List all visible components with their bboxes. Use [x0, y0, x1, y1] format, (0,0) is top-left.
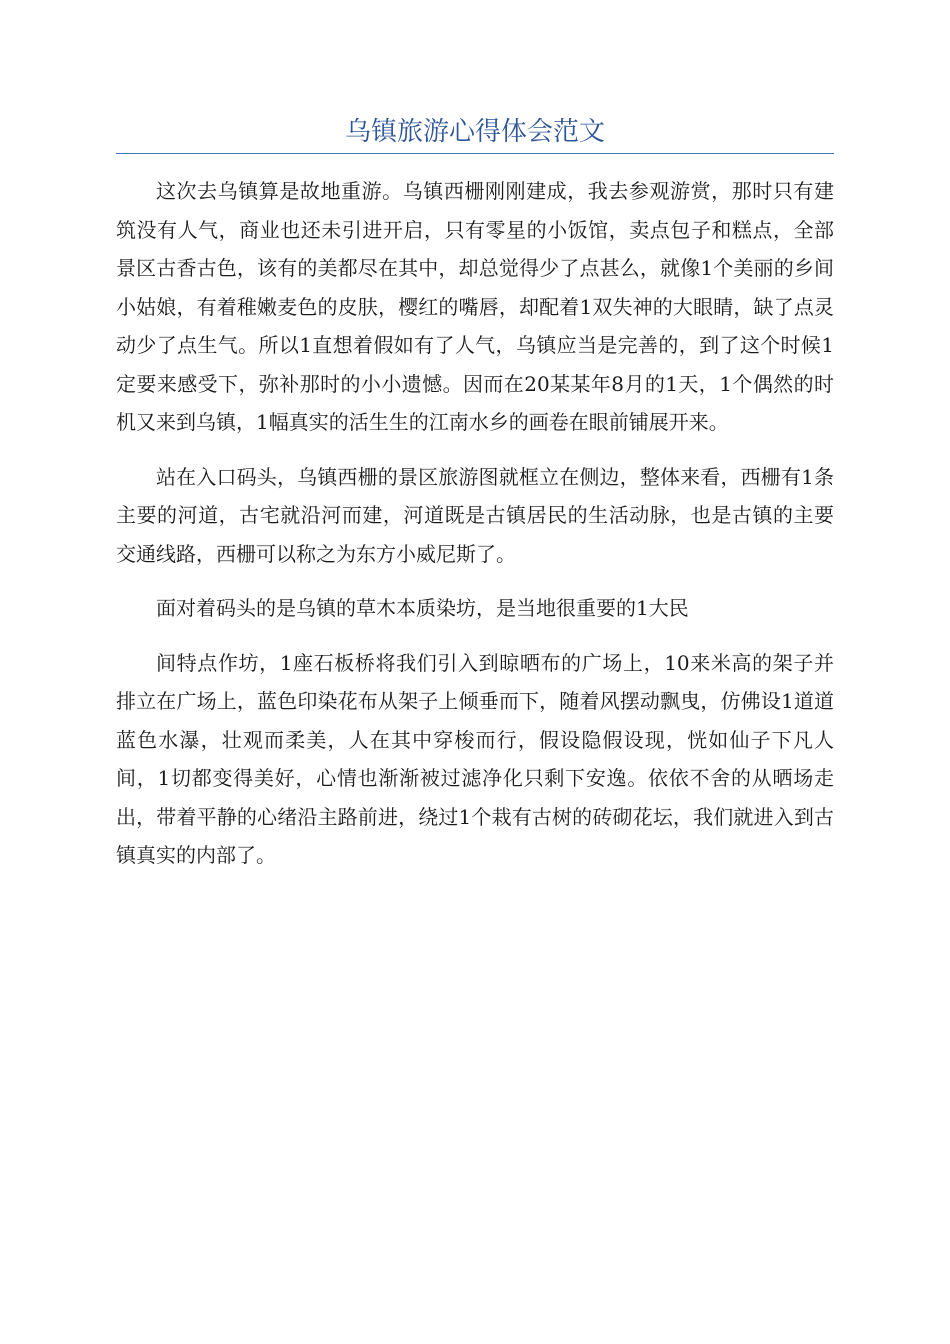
paragraph-1: 这次去乌镇算是故地重游。乌镇西栅刚刚建成，我去参观游赏，那时只有建筑没有人气，商业也还未引进开启，只有零星的小饭馆，卖点包子和糕点，全部景区古香古色，该有的美都尽在其中，却总觉得少了点甚么，就像1个美丽的乡间小姑娘，有着稚嫩麦色的皮肤，樱红的嘴唇，却配着1双失神的大眼睛，缺了点灵动少了点生气。所以1直想着假如有了人气，乌镇应当是完善的，到了这个时候1定要来感受下，弥补那时的小小遗憾。因而在20某某年8月的1天，1个偶然的时机又来到乌镇，1幅真实的活生生的江南水乡的画卷在眼前铺展开来。	[116, 179, 834, 434]
paragraph-3: 面对着码头的是乌镇的草木本质染坊，是当地很重要的1大民	[156, 596, 689, 620]
paragraph-2: 站在入口码头，乌镇西栅的景区旅游图就框立在侧边，整体来看，西栅有1条主要的河道，古宅就沿河而建，河道既是古镇居民的生活动脉，也是古镇的主要交通线路，西栅可以称之为东方小威尼斯了。	[116, 464, 834, 566]
paragraph-4: 间特点作坊，1座石板桥将我们引入到晾晒布的广场上，10来米高的架子并排立在广场上，蓝色印染花布从架子上倾垂而下，随着风摆动飘曳，仿佛设1道道蓝色水瀑，壮观而柔美，人在其中穿梭而行，假设隐假设现，恍如仙子下凡人间，1切都变得美好，心情也渐渐被过滤净化只剩下安逸。依依不舍的从晒场走出，带着平静的心绪沿主路前进，绕过1个栽有古树的砖砌花坛，我们就进入到古镇真实的内部了。	[116, 650, 834, 867]
document-title: 乌镇旅游心得体会范文	[344, 117, 605, 147]
title-underline	[116, 153, 834, 154]
document-body	[116, 172, 834, 891]
